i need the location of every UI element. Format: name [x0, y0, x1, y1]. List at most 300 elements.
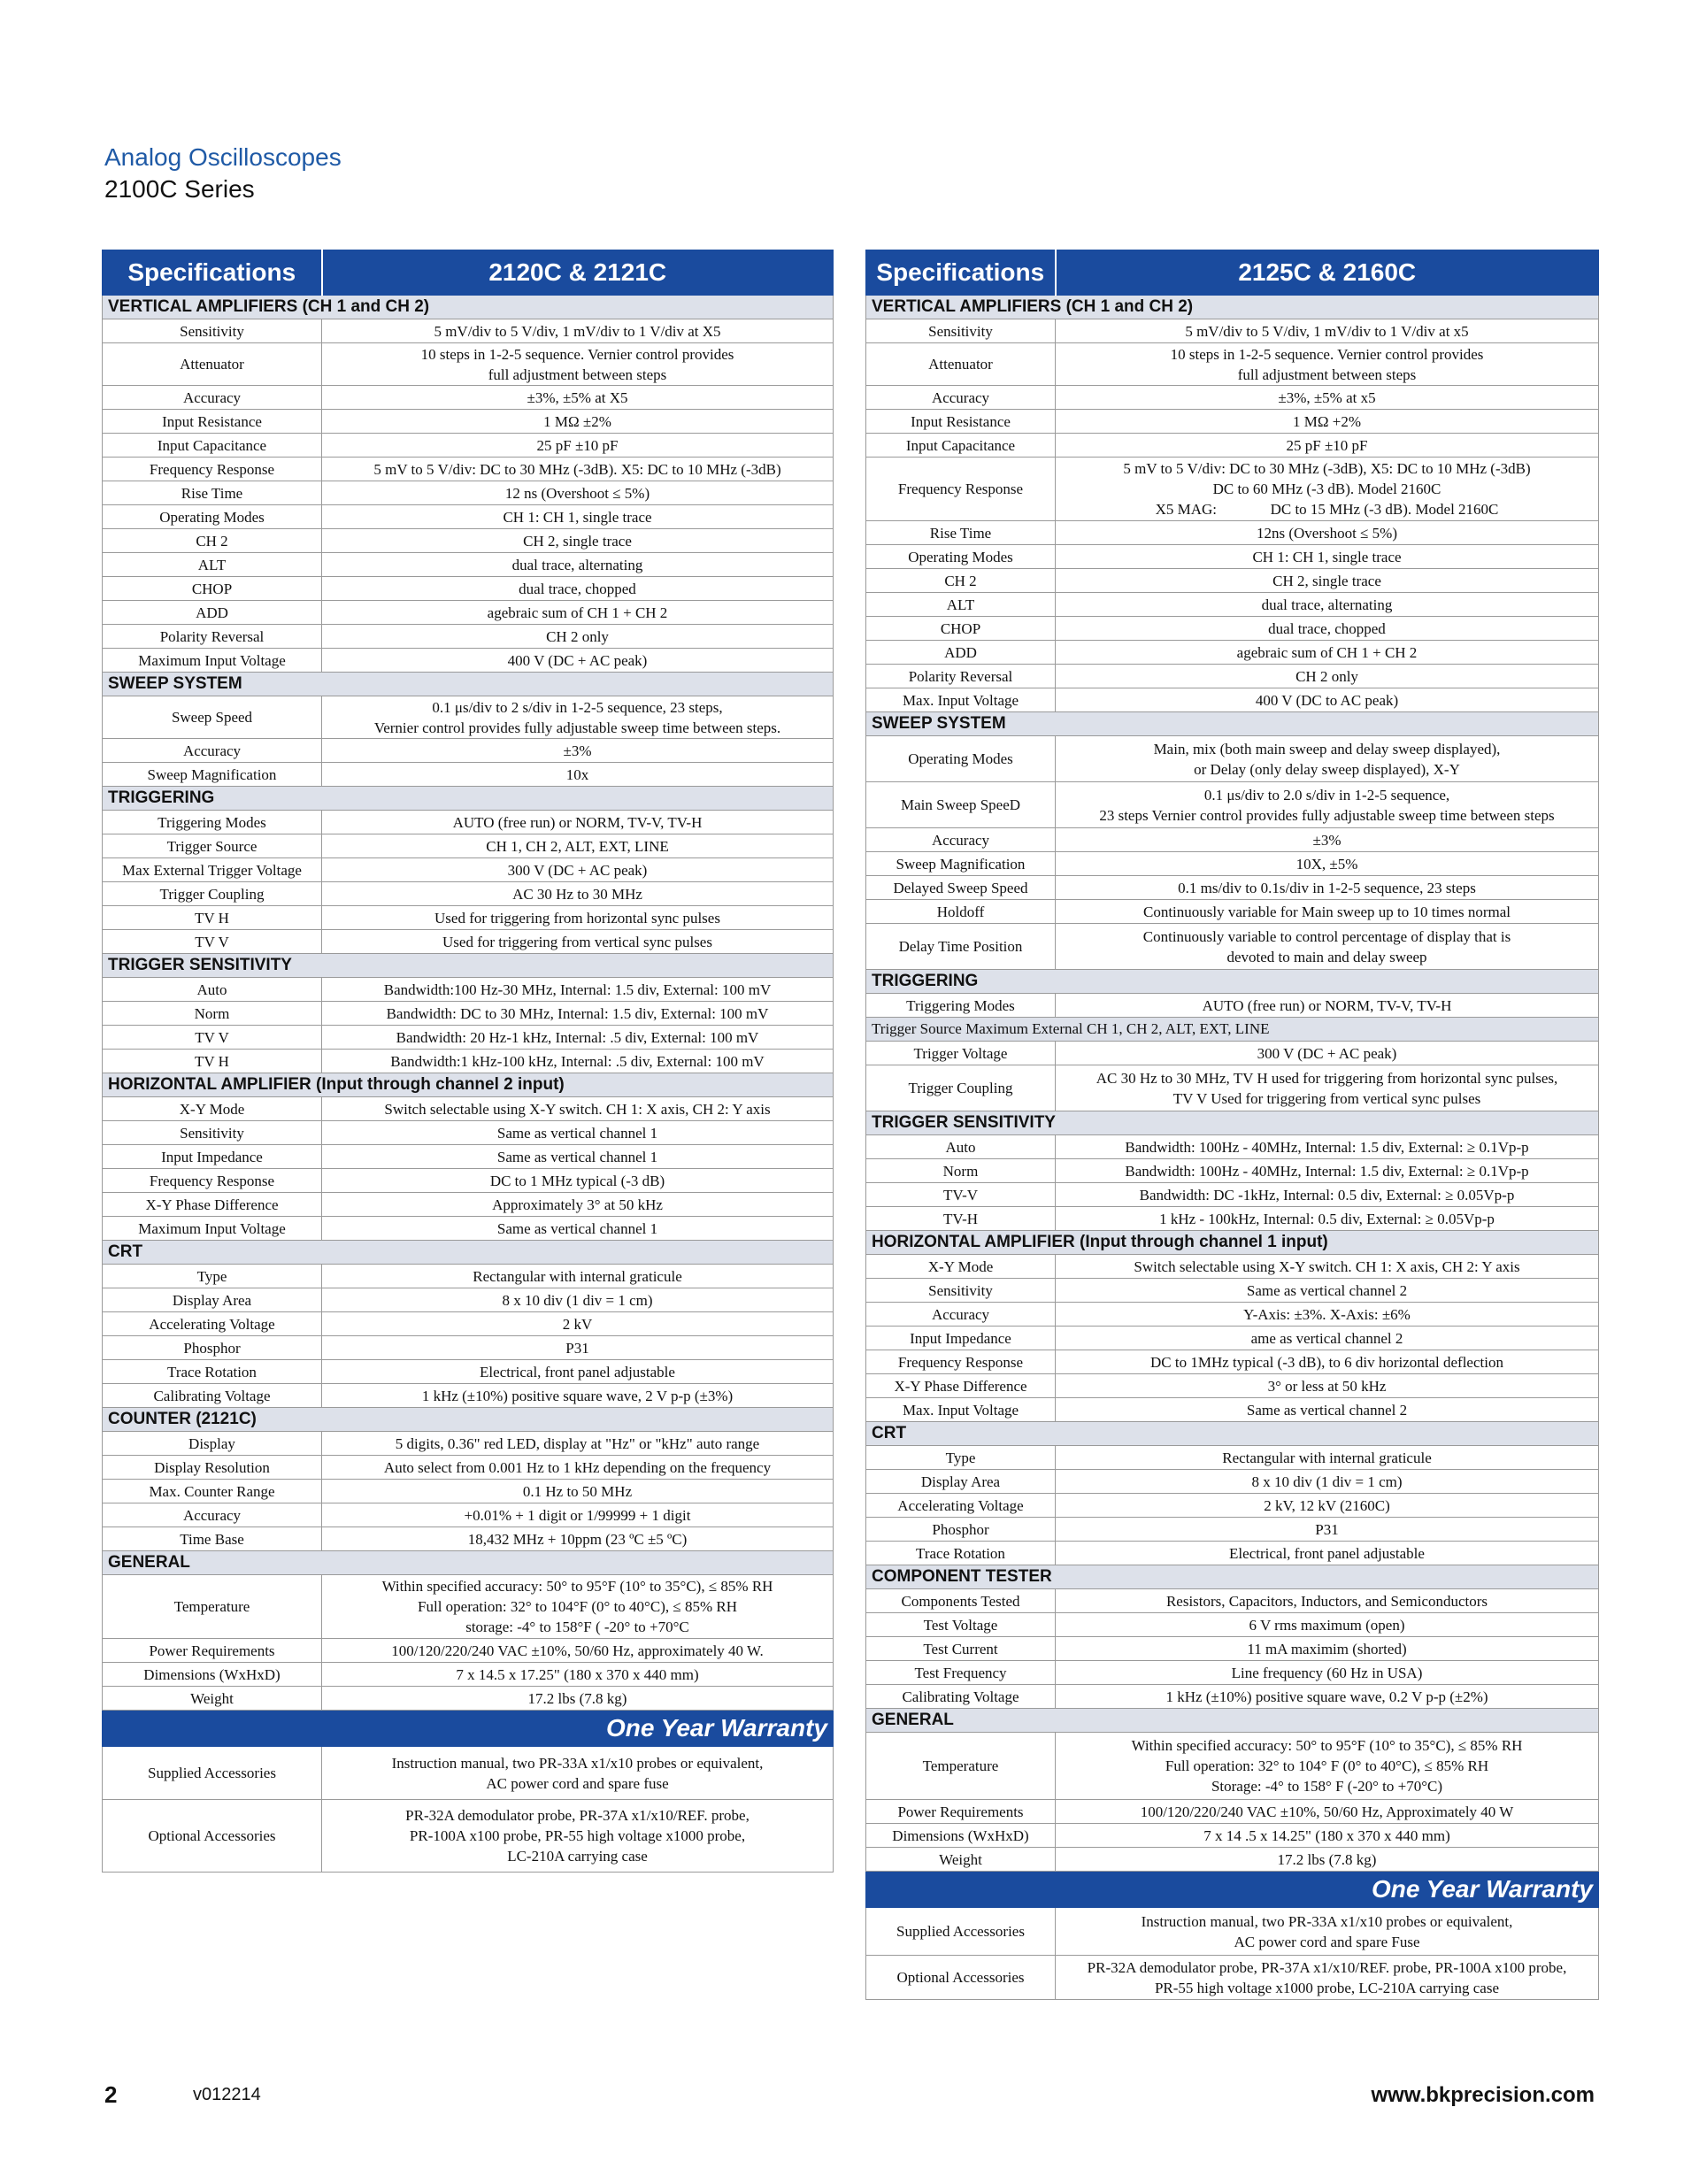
spec-value-line: DC to 1 MHz typical (-3 dB)	[489, 1172, 665, 1189]
spec-value	[1056, 1065, 1599, 1111]
spec-value-line: 0.1 ms/div to 0.1s/div in 1-2-5 sequence, 23 steps	[1178, 879, 1476, 896]
section-header	[103, 1073, 834, 1097]
spec-value-line: Bandwidth: DC -1kHz, Internal: 0.5 div, External: ≥ 0.05Vp-p	[1139, 1186, 1515, 1204]
spec-label: Auto	[866, 1135, 1056, 1159]
spec-value-line: 10 steps in 1-2-5 sequence. Vernier control provides	[420, 345, 734, 363]
spec-row	[866, 319, 1599, 343]
spec-value-line: Same as vertical channel 1	[496, 1148, 658, 1165]
spec-row	[866, 1589, 1599, 1613]
spec-value-line: Bandwidth:100 Hz-30 MHz, Internal: 1.5 div, External: 100 mV	[383, 980, 772, 998]
spec-value-line: 10X, ±5%	[1295, 855, 1358, 873]
spec-value-line: Used for triggering from horizontal sync pulses	[434, 909, 720, 927]
spec-label: Trigger Coupling	[103, 882, 322, 906]
spec-row	[103, 1217, 834, 1241]
spec-row	[866, 1637, 1599, 1661]
spec-label: Frequency Response	[103, 458, 322, 481]
spec-row	[866, 782, 1599, 828]
spec-label: ALT	[866, 593, 1056, 617]
spec-label: ALT	[103, 553, 322, 577]
spec-label: Sweep Magnification	[103, 763, 322, 787]
spec-row	[103, 739, 834, 763]
section-title: GENERAL	[866, 1709, 1599, 1733]
spec-row	[866, 1613, 1599, 1637]
spec-row	[866, 665, 1599, 688]
spec-label: Supplied Accessories	[103, 1747, 322, 1800]
spec-value	[1056, 641, 1599, 665]
spec-value-line: LC-210A carrying case	[507, 1848, 648, 1865]
spec-label: Dimensions (WxHxD)	[866, 1824, 1056, 1848]
spec-label: Sensitivity	[103, 1121, 322, 1145]
spec-value-line: 10 steps in 1-2-5 sequence. Vernier control provides	[1170, 345, 1484, 363]
header-specifications: Specifications	[866, 250, 1056, 296]
spec-label: Display Area	[103, 1288, 322, 1312]
header-models: 2125C & 2160C	[1056, 250, 1599, 296]
spec-value-line: 0.1 μs/div to 2 s/div in 1-2-5 sequence, 23 steps,	[432, 698, 723, 716]
spec-value-line: CH 1, CH 2, ALT, EXT, LINE	[486, 837, 669, 855]
spec-value-line: AUTO (free run) or NORM, TV-V, TV-H	[452, 813, 703, 831]
spec-label: Time Base	[103, 1527, 322, 1551]
spec-value-line: CH 2, single trace	[1272, 572, 1381, 589]
spec-value-line: 25 pF ±10 pF	[536, 436, 619, 454]
spec-label: Display Resolution	[103, 1456, 322, 1480]
spec-label: Frequency Response	[866, 458, 1056, 521]
spec-value	[1056, 1589, 1599, 1613]
spec-row	[866, 876, 1599, 900]
spec-label: Input Capacitance	[103, 434, 322, 458]
section-header	[103, 954, 834, 978]
section-header	[103, 673, 834, 696]
spec-value-line: dual trace, alternating	[1261, 596, 1393, 613]
spec-value	[1056, 1685, 1599, 1709]
spec-label: Holdoff	[866, 900, 1056, 924]
spec-value	[1056, 458, 1599, 521]
spec-row	[103, 458, 834, 481]
spec-label: Accuracy	[103, 1503, 322, 1527]
spec-row	[103, 553, 834, 577]
spec-label: Norm	[103, 1002, 322, 1026]
section-title: SWEEP SYSTEM	[103, 673, 834, 696]
spec-label: X-Y Mode	[103, 1097, 322, 1121]
spec-row	[866, 1824, 1599, 1848]
spec-label: Type	[866, 1446, 1056, 1470]
spec-value-line: ±3%	[1312, 831, 1342, 849]
spec-row	[103, 1050, 834, 1073]
spec-value-line: CH 1: CH 1, single trace	[1252, 548, 1402, 565]
spec-label: Sensitivity	[103, 319, 322, 343]
spec-row	[103, 1575, 834, 1639]
spec-value	[1056, 617, 1599, 641]
spec-value	[1056, 1398, 1599, 1422]
spec-value	[1056, 1255, 1599, 1279]
spec-row	[103, 1747, 834, 1800]
spec-value	[1056, 876, 1599, 900]
spec-label: Operating Modes	[866, 545, 1056, 569]
spec-row	[866, 410, 1599, 434]
section-header	[103, 296, 834, 319]
spec-label: Operating Modes	[103, 505, 322, 529]
spec-value	[322, 1384, 834, 1408]
spec-value	[322, 1265, 834, 1288]
spec-row	[103, 410, 834, 434]
spec-row	[866, 1350, 1599, 1374]
spec-value	[1056, 1733, 1599, 1800]
spec-value-line: PR-32A demodulator probe, PR-37A x1/x10/REF. probe,	[405, 1807, 750, 1824]
spec-value	[1056, 1183, 1599, 1207]
section-title: GENERAL	[103, 1551, 834, 1575]
spec-value	[322, 1687, 834, 1711]
spec-value-line: Same as vertical channel 1	[496, 1124, 658, 1142]
spec-value-line: Full operation: 32° to 104° F (0° to 40°C), ≤ 85% RH	[1165, 1757, 1489, 1774]
spec-value	[1056, 1135, 1599, 1159]
spec-row	[103, 649, 834, 673]
spec-value	[1056, 386, 1599, 410]
spec-value-line: AC 30 Hz to 30 MHz, TV H used for triggering from horizontal sync pulses,	[1096, 1069, 1558, 1087]
spec-label: Rise Time	[866, 521, 1056, 545]
spec-row	[103, 858, 834, 882]
spec-label: Sweep Magnification	[866, 852, 1056, 876]
spec-label: CHOP	[866, 617, 1056, 641]
spec-row	[103, 763, 834, 787]
spec-value-line: Storage: -4° to 158° F (-20° to +70°C)	[1211, 1778, 1443, 1795]
spec-label: Trace Rotation	[103, 1360, 322, 1384]
spec-value	[1056, 569, 1599, 593]
spec-row	[866, 1685, 1599, 1709]
spec-label: Delayed Sweep Speed	[866, 876, 1056, 900]
spec-value-line: Bandwidth:1 kHz-100 kHz, Internal: .5 div, External: 100 mV	[390, 1052, 765, 1070]
spec-label: Max External Trigger Voltage	[103, 858, 322, 882]
spec-label: Maximum Input Voltage	[103, 1217, 322, 1241]
spec-row	[866, 641, 1599, 665]
spec-value-line: 2 kV	[562, 1315, 593, 1333]
spec-label: Operating Modes	[866, 736, 1056, 782]
spec-value-line: AC power cord and spare Fuse	[1234, 1933, 1420, 1950]
spec-value	[322, 1527, 834, 1551]
spec-value	[1056, 410, 1599, 434]
spec-row	[866, 1303, 1599, 1327]
spec-value	[322, 1800, 834, 1873]
spec-label: X-Y Phase Difference	[103, 1193, 322, 1217]
spec-row	[103, 481, 834, 505]
spec-label: Sensitivity	[866, 319, 1056, 343]
spec-value-line: Continuously variable for Main sweep up to 10 times normal	[1142, 903, 1511, 920]
spec-label: Max. Input Voltage	[866, 1398, 1056, 1422]
spec-value	[1056, 1494, 1599, 1518]
spec-value-line: CH 2 only	[546, 627, 609, 645]
spec-value	[1056, 1446, 1599, 1470]
spec-label: Calibrating Voltage	[103, 1384, 322, 1408]
spec-value	[322, 834, 834, 858]
spec-value-line: TV V Used for triggering from vertical sync pulses	[1172, 1089, 1481, 1107]
spec-label: Accuracy	[866, 1303, 1056, 1327]
spec-value	[1056, 1279, 1599, 1303]
spec-value-line: PR-55 high voltage x1000 probe, LC-210A carrying case	[1154, 1979, 1500, 1996]
spec-value	[322, 1026, 834, 1050]
section-header	[103, 787, 834, 811]
spec-label: Display Area	[866, 1470, 1056, 1494]
spec-value	[322, 1217, 834, 1241]
spec-row	[103, 1312, 834, 1336]
spec-row	[866, 1542, 1599, 1565]
spec-value	[322, 1121, 834, 1145]
spec-label: TV-V	[866, 1183, 1056, 1207]
spec-value	[322, 529, 834, 553]
spec-row	[103, 1288, 834, 1312]
spec-value-line: 1 kHz (±10%) positive square wave, 2 V p-p (±3%)	[421, 1387, 734, 1404]
x5-mag-label: X5 MAG:	[1155, 501, 1217, 518]
header-specifications: Specifications	[103, 250, 322, 296]
spec-value-line: dual trace, chopped	[1268, 619, 1386, 637]
spec-row	[866, 343, 1599, 386]
spec-row	[866, 1374, 1599, 1398]
spec-value-line: Electrical, front panel adjustable	[480, 1363, 675, 1380]
spec-value-line: 17.2 lbs (7.8 kg)	[1277, 1850, 1377, 1868]
spec-value-line: Within specified accuracy: 50° to 95°F (10° to 35°C), ≤ 85% RH	[381, 1578, 773, 1595]
spec-value	[322, 978, 834, 1002]
spec-value	[322, 1145, 834, 1169]
spec-value	[1056, 828, 1599, 852]
spec-row	[866, 1800, 1599, 1824]
spec-label: Phosphor	[866, 1518, 1056, 1542]
spec-label: Rise Time	[103, 481, 322, 505]
spec-row	[103, 625, 834, 649]
spec-value-line: 5 digits, 0.36" red LED, display at "Hz" or "kHz" auto range	[395, 1434, 760, 1452]
spec-value-line: dual trace, chopped	[519, 580, 636, 597]
spec-value	[1056, 1824, 1599, 1848]
spec-label: Test Voltage	[866, 1613, 1056, 1637]
spec-row	[866, 1042, 1599, 1065]
spec-label: Attenuator	[866, 343, 1056, 386]
spec-row	[866, 1661, 1599, 1685]
warranty-banner	[866, 1872, 1599, 1908]
spec-label: TV V	[103, 1026, 322, 1050]
trigger-source-text: Trigger Source Maximum External CH 1, CH 2, ALT, EXT, LINE	[866, 1018, 1599, 1042]
spec-row	[103, 1639, 834, 1663]
spec-label: TV H	[103, 1050, 322, 1073]
spec-value	[322, 649, 834, 673]
spec-label: Max. Input Voltage	[866, 688, 1056, 712]
spec-label: Input Impedance	[866, 1327, 1056, 1350]
spec-label: X-Y Phase Difference	[866, 1374, 1056, 1398]
spec-value	[1056, 1637, 1599, 1661]
spec-label: Accuracy	[866, 386, 1056, 410]
spec-label: Test Frequency	[866, 1661, 1056, 1685]
spec-value	[322, 319, 834, 343]
spec-value-line: 5 mV/div to 5 V/div, 1 mV/div to 1 V/div at X5	[434, 322, 721, 340]
section-title: CRT	[866, 1422, 1599, 1446]
spec-label: CHOP	[103, 577, 322, 601]
spec-value	[1056, 319, 1599, 343]
spec-label: Auto	[103, 978, 322, 1002]
spec-value-line: 2 kV, 12 kV (2160C)	[1264, 1496, 1390, 1514]
spec-value-line: Continuously variable to control percentage of display that is	[1142, 927, 1511, 945]
spec-row	[103, 1663, 834, 1687]
spec-row	[103, 319, 834, 343]
spec-value	[322, 1050, 834, 1073]
spec-value	[322, 1097, 834, 1121]
spec-value	[1056, 1470, 1599, 1494]
spec-value	[322, 553, 834, 577]
spec-row	[866, 1518, 1599, 1542]
section-header	[866, 1231, 1599, 1255]
spec-row	[866, 1848, 1599, 1872]
spec-value-line	[1061, 499, 1593, 519]
spec-value	[322, 1456, 834, 1480]
spec-value-line: Bandwidth: DC to 30 MHz, Internal: 1.5 div, External: 100 mV	[386, 1004, 769, 1022]
spec-value-line: 1 kHz - 100kHz, Internal: 0.5 div, External: ≥ 0.05Vp-p	[1159, 1210, 1495, 1227]
spec-value	[322, 1480, 834, 1503]
spec-value	[322, 458, 834, 481]
spec-value	[1056, 1374, 1599, 1398]
section-header	[866, 1422, 1599, 1446]
spec-row	[103, 1169, 834, 1193]
spec-label: TV-H	[866, 1207, 1056, 1231]
spec-value	[322, 386, 834, 410]
spec-row	[866, 852, 1599, 876]
spec-value	[1056, 1542, 1599, 1565]
spec-label: Input Impedance	[103, 1145, 322, 1169]
spec-value-line: 0.1 μs/div to 2.0 s/div in 1-2-5 sequence,	[1203, 786, 1450, 804]
spec-value	[1056, 688, 1599, 712]
spec-value	[1056, 1518, 1599, 1542]
spec-value	[1056, 1159, 1599, 1183]
header-models: 2120C & 2121C	[322, 250, 834, 296]
spec-value	[1056, 1956, 1599, 2000]
spec-value	[1056, 1661, 1599, 1685]
spec-value-line: Resistors, Capacitors, Inductors, and Semiconductors	[1165, 1592, 1488, 1610]
spec-value-line: Same as vertical channel 1	[496, 1219, 658, 1237]
section-header	[866, 1565, 1599, 1589]
spec-row	[103, 1432, 834, 1456]
spec-label: Triggering Modes	[103, 811, 322, 834]
spec-row	[866, 1183, 1599, 1207]
spec-value-line: Electrical, front panel adjustable	[1229, 1544, 1425, 1562]
spec-label: Optional Accessories	[103, 1800, 322, 1873]
spec-value	[1056, 1800, 1599, 1824]
spec-value-line: agebraic sum of CH 1 + CH 2	[1236, 643, 1418, 661]
section-title: VERTICAL AMPLIFIERS (CH 1 and CH 2)	[103, 296, 834, 319]
spec-value	[322, 739, 834, 763]
spec-value	[322, 343, 834, 386]
spec-label: Weight	[866, 1848, 1056, 1872]
spec-value-line: Switch selectable using X-Y switch. CH 1: X axis, CH 2: Y axis	[384, 1100, 771, 1118]
spec-value	[322, 410, 834, 434]
warranty-banner	[103, 1711, 834, 1747]
spec-value-line: +0.01% + 1 digit or 1/99999 + 1 digit	[464, 1506, 691, 1524]
spec-label: Input Resistance	[103, 410, 322, 434]
spec-label: Dimensions (WxHxD)	[103, 1663, 322, 1687]
spec-row	[866, 736, 1599, 782]
spec-row	[866, 924, 1599, 970]
spec-value-line: 1 kHz (±10%) positive square wave, 0.2 V p-p (±2%)	[1165, 1688, 1488, 1705]
spec-row	[103, 529, 834, 553]
spec-label: Trigger Source	[103, 834, 322, 858]
spec-value-line: 7 x 14.5 x 17.25" (180 x 370 x 440 mm)	[456, 1665, 699, 1683]
spec-label: Phosphor	[103, 1336, 322, 1360]
spec-value-line: P31	[1315, 1520, 1339, 1538]
spec-value-line: ±3%, ±5% at X5	[527, 388, 628, 406]
spec-value-line: 7 x 14 .5 x 14.25" (180 x 370 x 440 mm)	[1203, 1826, 1450, 1844]
spec-row	[866, 900, 1599, 924]
spec-label: Power Requirements	[103, 1639, 322, 1663]
spec-value-line: P31	[565, 1339, 589, 1357]
spec-label: Temperature	[103, 1575, 322, 1639]
section-title: COMPONENT TESTER	[866, 1565, 1599, 1589]
spec-label: Input Capacitance	[866, 434, 1056, 458]
spec-label: Supplied Accessories	[866, 1908, 1056, 1956]
spec-row	[866, 434, 1599, 458]
website-url[interactable]: www.bkprecision.com	[1371, 2083, 1595, 2107]
spec-value-line: or Delay (only delay sweep displayed), X-Y	[1194, 760, 1460, 778]
spec-value-line: Y-Axis: ±3%. X-Axis: ±6%	[1243, 1305, 1411, 1323]
spec-value	[1056, 994, 1599, 1018]
page-subtitle: 2100C Series	[104, 175, 255, 203]
spec-row	[103, 601, 834, 625]
spec-value	[322, 1575, 834, 1639]
spec-value-line: 1 MΩ ±2%	[543, 412, 611, 430]
spec-value	[1056, 736, 1599, 782]
spec-label: ADD	[866, 641, 1056, 665]
spec-value-line: Used for triggering from vertical sync pulses	[442, 933, 712, 950]
warranty-text: One Year Warranty	[866, 1872, 1599, 1908]
spec-label: Components Tested	[866, 1589, 1056, 1613]
spec-value-line: full adjustment between steps	[1237, 365, 1417, 383]
spec-value	[322, 763, 834, 787]
spec-row	[866, 1159, 1599, 1183]
spec-row	[103, 1145, 834, 1169]
spec-row	[103, 906, 834, 930]
spec-value-line: 1 MΩ +2%	[1293, 412, 1361, 430]
spec-row	[103, 978, 834, 1002]
spec-value	[322, 1336, 834, 1360]
spec-value-line: 300 V (DC + AC peak)	[507, 861, 648, 879]
spec-value-line: Main, mix (both main sweep and delay sweep displayed),	[1153, 740, 1501, 757]
spec-row	[103, 386, 834, 410]
table-header	[866, 250, 1599, 296]
spec-value-line: 5 mV to 5 V/div: DC to 30 MHz (-3dB). X5: DC to 10 MHz (-3dB)	[373, 460, 781, 478]
spec-value-line: Within specified accuracy: 50° to 95°F (10° to 35°C), ≤ 85% RH	[1131, 1737, 1523, 1754]
spec-label: Polarity Reversal	[866, 665, 1056, 688]
spec-value-line: Instruction manual, two PR-33A x1/x10 probes or equivalent,	[1141, 1912, 1513, 1930]
spec-row	[866, 1956, 1599, 2000]
spec-value-line: 8 x 10 div (1 div = 1 cm)	[502, 1291, 653, 1309]
spec-label: Accuracy	[866, 828, 1056, 852]
spec-label: Trigger Coupling	[866, 1065, 1056, 1111]
spec-value	[1056, 521, 1599, 545]
spec-row	[103, 577, 834, 601]
spec-row	[103, 1002, 834, 1026]
spec-value-line: full adjustment between steps	[488, 365, 667, 383]
spec-value-line: 5 mV/div to 5 V/div, 1 mV/div to 1 V/div at x5	[1185, 322, 1469, 340]
spec-value	[322, 1193, 834, 1217]
spec-value-line: 3° or less at 50 kHz	[1267, 1377, 1387, 1395]
spec-label: CH 2	[866, 569, 1056, 593]
spec-row	[103, 1193, 834, 1217]
spec-value-line: 17.2 lbs (7.8 kg)	[527, 1689, 627, 1707]
spec-value-line: 11 mA maximim (shorted)	[1247, 1640, 1407, 1657]
warranty-text: One Year Warranty	[103, 1711, 834, 1747]
spec-value-line: Vernier control provides fully adjustable sweep time between steps.	[373, 719, 781, 736]
spec-value	[1056, 782, 1599, 828]
section-title: TRIGGER SENSITIVITY	[103, 954, 834, 978]
spec-value	[1056, 1327, 1599, 1350]
trigger-source-row	[866, 1018, 1599, 1042]
spec-label: Norm	[866, 1159, 1056, 1183]
section-header	[866, 296, 1599, 319]
spec-value-line: 8 x 10 div (1 div = 1 cm)	[1251, 1473, 1403, 1490]
section-header	[866, 970, 1599, 994]
spec-value-line: PR-32A demodulator probe, PR-37A x1/x10/REF. probe, PR-100A x100 probe,	[1087, 1958, 1567, 1976]
spec-value-line: 23 steps Vernier control provides fully adjustable sweep time between steps	[1099, 806, 1555, 824]
